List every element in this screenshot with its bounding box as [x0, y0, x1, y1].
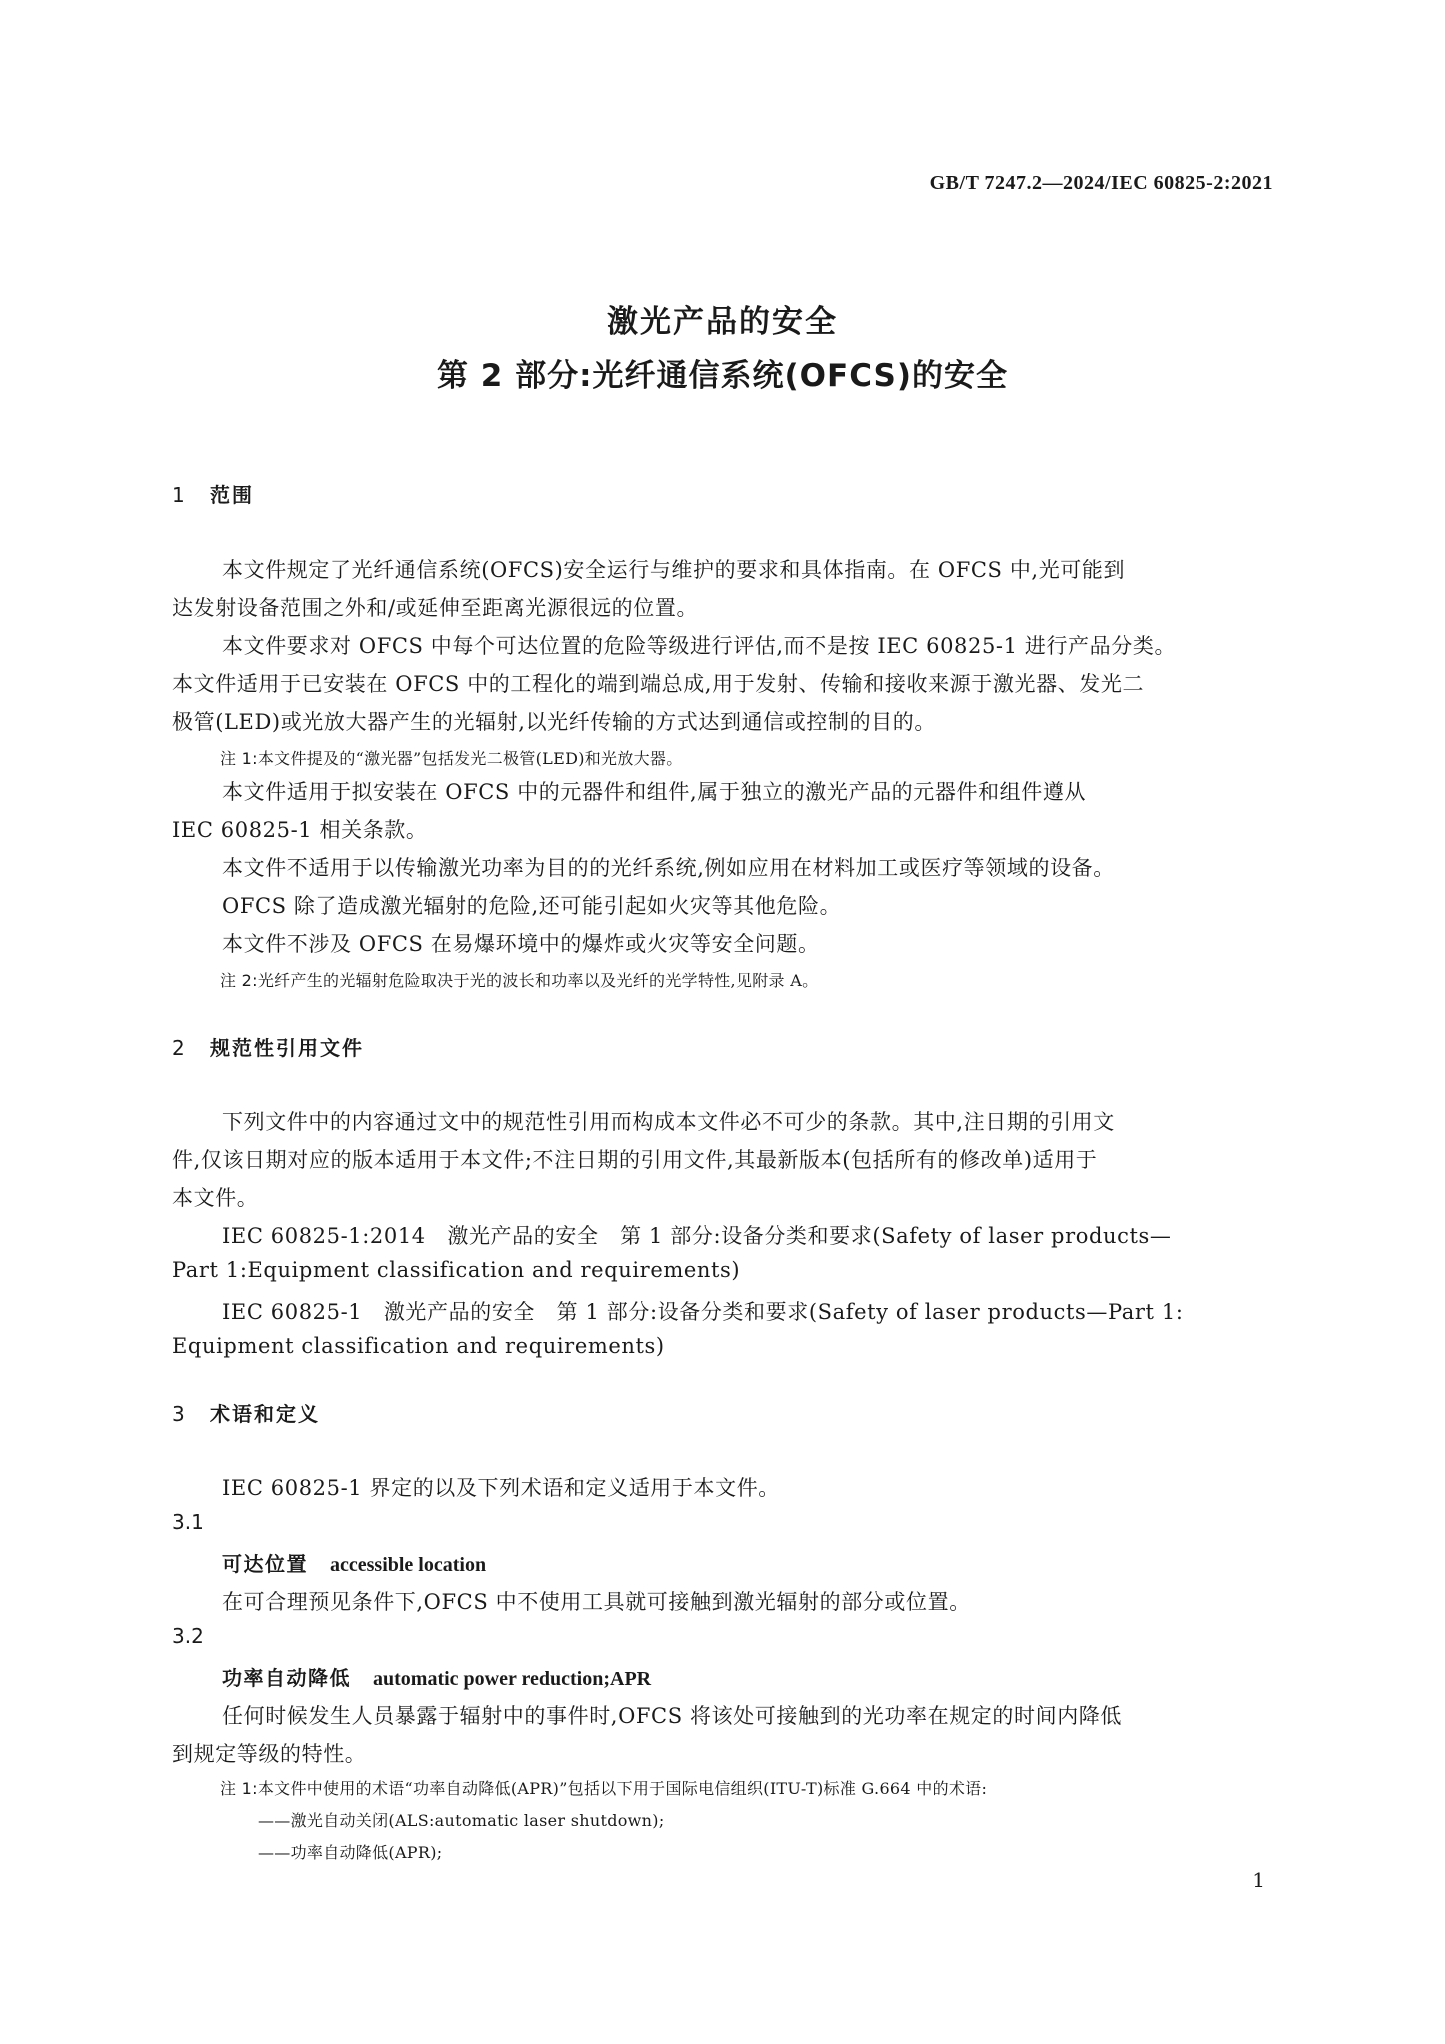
paragraph-line: 本文件不适用于以传输激光功率为目的的光纤系统,例如应用在材料加工或医疗等领域的设备。: [222, 856, 1115, 880]
section-number: 1: [172, 483, 185, 507]
definition-line: 到规定等级的特性。: [172, 1742, 367, 1766]
term-english: accessible location: [330, 1554, 487, 1576]
note-list-item: ——激光自动关闭(ALS:automatic laser shutdown);: [258, 1811, 665, 1830]
paragraph-line: 达发射设备范围之外和/或延伸至距离光源很远的位置。: [172, 596, 699, 620]
title-main: 激光产品的安全: [607, 304, 838, 340]
paragraph-line: 本文件规定了光纤通信系统(OFCS)安全运行与维护的要求和具体指南。在 OFCS 中,光可能到: [222, 558, 1126, 582]
section-title: 范围: [210, 483, 254, 507]
note-text: 本文件中使用的术语“功率自动降低(APR)”包括以下用于国际电信组织(ITU-T)标准 G.664 中的术语:: [257, 1779, 988, 1798]
section-number: 3: [172, 1402, 185, 1426]
clause-number: 3.1: [172, 1510, 204, 1534]
note-2: [220, 968, 818, 991]
reference-line: IEC 60825-1:2014 激光产品的安全 第 1 部分:设备分类和要求(Safety of laser products—: [222, 1224, 1172, 1248]
section-1-heading: [172, 479, 254, 508]
title-sub: 第 2 部分:光纤通信系统(OFCS)的安全: [436, 358, 1009, 394]
note-1: [220, 746, 683, 769]
term-entry: [222, 1662, 651, 1691]
reference-line: Equipment classification and requirements): [172, 1334, 665, 1358]
term-chinese: 可达位置: [222, 1552, 308, 1576]
clause-number: 3.2: [172, 1624, 204, 1648]
paragraph-line: 件,仅该日期对应的版本适用于本文件;不注日期的引用文件,其最新版本(包括所有的修改单)适用于: [172, 1148, 1098, 1172]
note-label: 注 2:: [220, 971, 258, 990]
paragraph-line: IEC 60825-1 相关条款。: [172, 818, 428, 842]
term-entry: [222, 1548, 486, 1577]
standard-code: GB/T 7247.2—2024/IEC 60825-2:2021: [929, 172, 1273, 194]
term-note: [220, 1776, 987, 1799]
paragraph-line: IEC 60825-1 界定的以及下列术语和定义适用于本文件。: [222, 1476, 780, 1500]
reference-line: Part 1:Equipment classification and requirements): [172, 1258, 741, 1282]
paragraph-line: OFCS 除了造成激光辐射的危险,还可能引起如火灾等其他危险。: [222, 894, 842, 918]
section-3-heading: [172, 1398, 320, 1427]
paragraph-line: 本文件适用于已安装在 OFCS 中的工程化的端到端总成,用于发射、传输和接收来源于激光器、发光二: [172, 672, 1145, 696]
section-2-heading: [172, 1032, 364, 1061]
paragraph-line: 本文件。: [172, 1186, 259, 1210]
note-label: 注 1:: [220, 749, 258, 768]
paragraph-line: 极管(LED)或光放大器产生的光辐射,以光纤传输的方式达到通信或控制的目的。: [172, 710, 936, 734]
paragraph-line: 本文件不涉及 OFCS 在易爆环境中的爆炸或火灾等安全问题。: [222, 932, 820, 956]
definition-line: 任何时候发生人员暴露于辐射中的事件时,OFCS 将该处可接触到的光功率在规定的时间内降低: [222, 1704, 1122, 1728]
section-title: 规范性引用文件: [210, 1036, 364, 1060]
paragraph-line: 本文件要求对 OFCS 中每个可达位置的危险等级进行评估,而不是按 IEC 60825-1 进行产品分类。: [222, 634, 1177, 658]
term-english: automatic power reduction;APR: [373, 1668, 652, 1690]
note-label: 注 1:: [220, 1779, 258, 1798]
section-number: 2: [172, 1036, 185, 1060]
page-number: 1: [1252, 1868, 1265, 1892]
note-list-item: ——功率自动降低(APR);: [258, 1843, 443, 1862]
definition-line: 在可合理预见条件下,OFCS 中不使用工具就可接触到激光辐射的部分或位置。: [222, 1590, 971, 1614]
note-text: 光纤产生的光辐射危险取决于光的波长和功率以及光纤的光学特性,见附录 A。: [257, 971, 819, 990]
reference-line: IEC 60825-1 激光产品的安全 第 1 部分:设备分类和要求(Safety of laser products—Part 1:: [222, 1300, 1184, 1324]
paragraph-line: 下列文件中的内容通过文中的规范性引用而构成本文件必不可少的条款。其中,注日期的引用文: [222, 1110, 1115, 1134]
section-title: 术语和定义: [210, 1402, 320, 1426]
term-chinese: 功率自动降低: [222, 1666, 351, 1690]
paragraph-line: 本文件适用于拟安装在 OFCS 中的元器件和组件,属于独立的激光产品的元器件和组件遵从: [222, 780, 1087, 804]
note-text: 本文件提及的“激光器”包括发光二极管(LED)和光放大器。: [257, 749, 683, 768]
